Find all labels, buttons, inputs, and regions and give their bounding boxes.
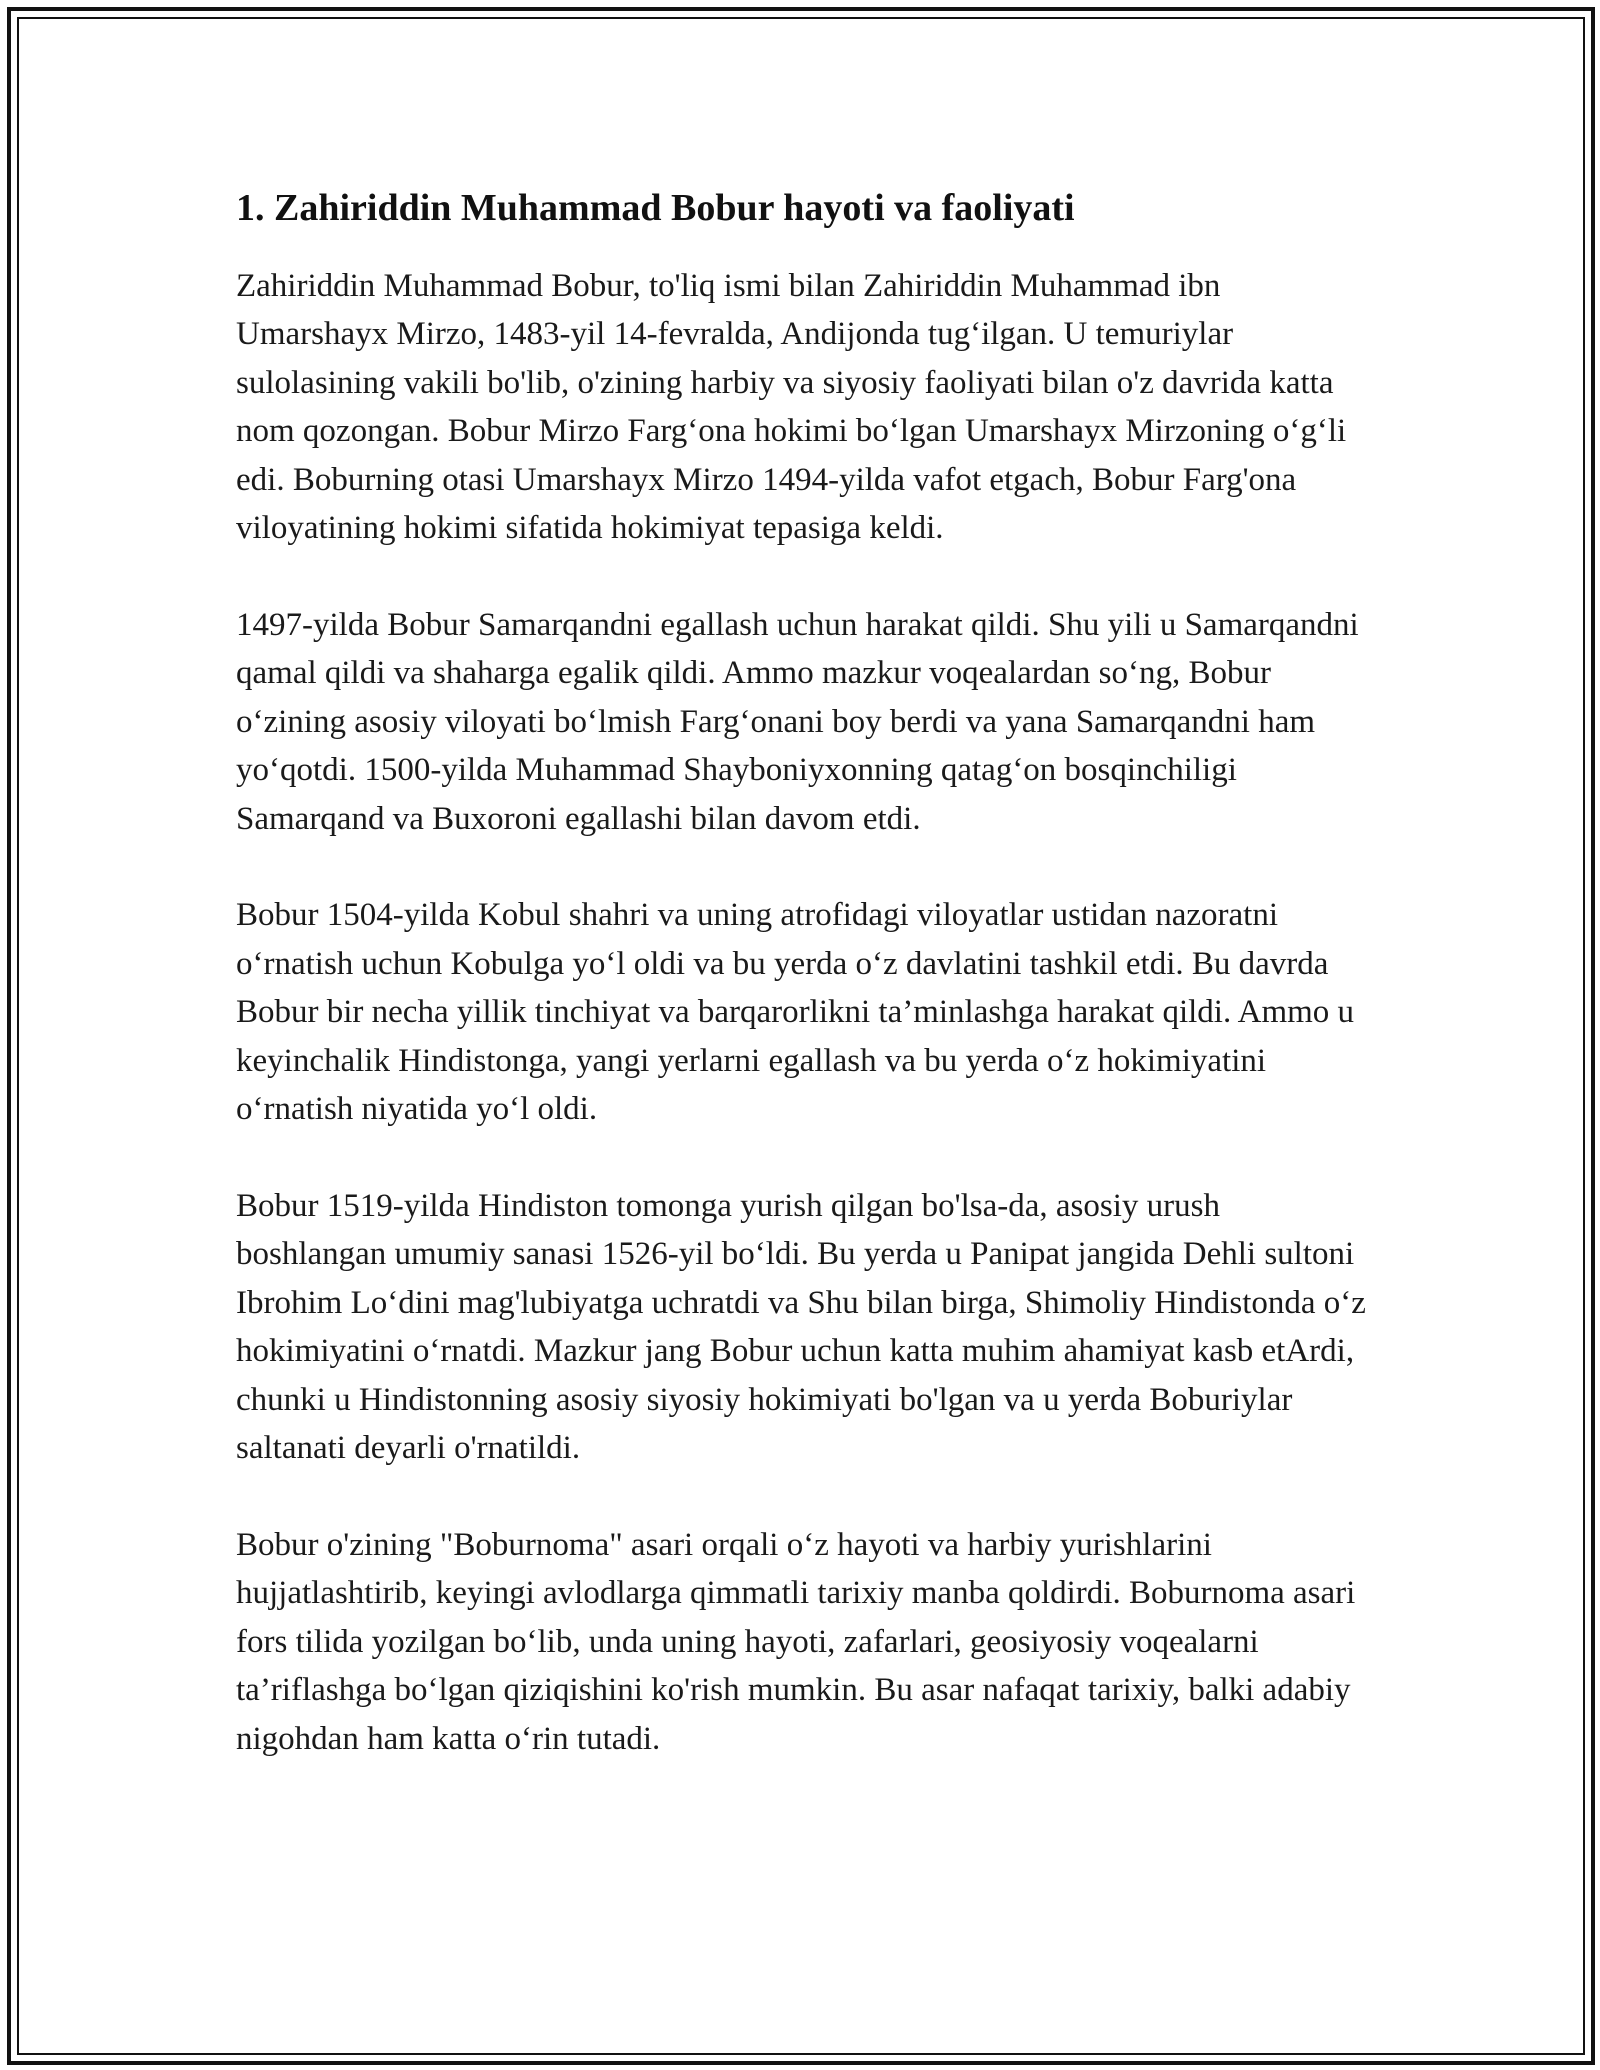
paragraph-4: Bobur 1519-yilda Hindiston tomonga yurish qilgan bo'lsa-da, asosiy urush boshlangan umumiy sanasi 1526-yil bo‘ldi. Bu yerda u Panipat jangida Dehli sultoni Ibrohim Lo‘dini mag'lubiyatga uchratdi va Shu bilan birga, Shimoliy Hindistonda o‘z hokimiyatini o‘rnatdi. Mazkur jang Bobur uchun katta muhim ahamiyat kasb etArdi, chunki u Hindistonning asosiy siyosiy hokimiyati bo'lgan va u yerda Boburiylar saltanati deyarli o'rnatildi. (236, 1187, 1366, 1467)
section-heading: 1. Zahiriddin Muhammad Bobur hayoti va faoliyati (236, 187, 1075, 229)
paragraph-1: Zahiriddin Muhammad Bobur, to'liq ismi bilan Zahiriddin Muhammad ibn Umarshayx Mirzo, 1483-yil 14-fevralda, Andijonda tug‘ilgan. U temuriylar sulolasining vakili bo'lib, o'zining harbiy va siyosiy faoliyati bilan o'z davrida katta nom qozongan. Bobur Mirzo Farg‘ona hokimi bo‘lgan Umarshayx Mirzoning o‘g‘li edi. Boburning otasi Umarshayx Mirzo 1494-yilda vafot etgach, Bobur Farg'ona viloyatining hokimi sifatida hokimiyat tepasiga keldi. (236, 267, 1347, 547)
paragraph-5: Bobur o'zining "Boburnoma" asari orqali o‘z hayoti va harbiy yurishlarini hujjatlashtirib, keyingi avlodlarga qimmatli tarixiy manba qoldirdi. Boburnoma asari fors tilida yozilgan bo‘lib, unda uning hayoti, zafarlari, geosiyosiy voqealarni ta’riflashga bo‘lgan qiziqishini ko'rish mumkin. Bu asar nafaqat tarixiy, balki adabiy nigohdan ham katta o‘rin tutadi. (236, 1526, 1356, 1757)
paragraph-2: 1497-yilda Bobur Samarqandni egallash uchun harakat qildi. Shu yili u Samarqandni qamal qildi va shaharga egalik qildi. Ammo mazkur voqealardan so‘ng, Bobur o‘zining asosiy viloyati bo‘lmish Farg‘onani boy berdi va yana Samarqandni ham yo‘qotdi. 1500-yilda Muhammad Shayboniyxonning qatag‘on bosqinchiligi Samarqand va Buxoroni egallashi bilan davom etdi. (236, 606, 1359, 837)
paragraph-3: Bobur 1504-yilda Kobul shahri va uning atrofidagi viloyatlar ustidan nazoratni o‘rnatish uchun Kobulga yo‘l oldi va bu yerda o‘z davlatini tashkil etdi. Bu davrda Bobur bir necha yillik tinchiyat va barqarorlikni ta’minlashga harakat qildi. Ammo u keyinchalik Hindistonga, yangi yerlarni egallash va bu yerda o‘z hokimiyatini o‘rnatish niyatida yo‘l oldi. (236, 897, 1355, 1128)
document-body (236, 186, 1366, 1811)
